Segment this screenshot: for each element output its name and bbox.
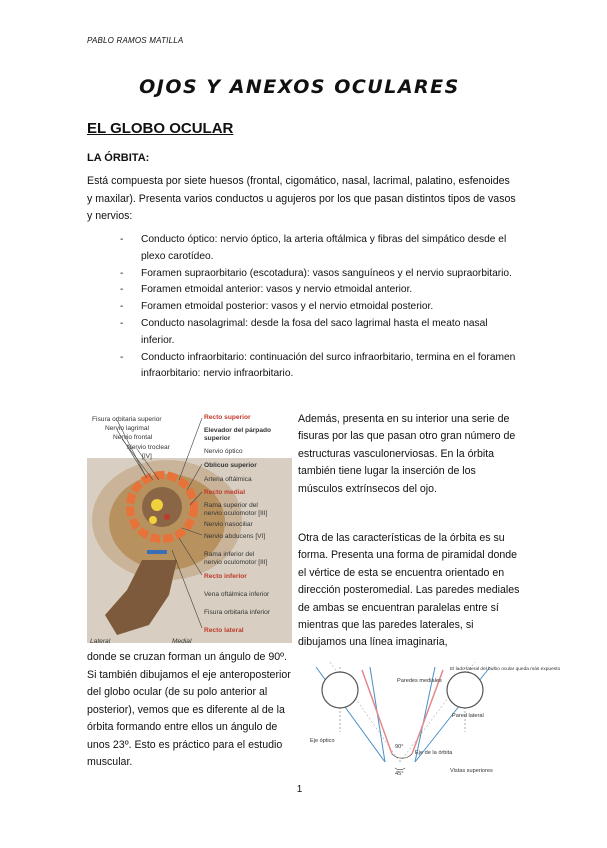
left-paragraph: Si también dibujamos el eje anteroposterior del globo ocular (de su polo anterior al posterior), vemos que es diferente al de la órbita formando entre ellos un ángulo de unos 23º. Esto es práctico para el estudio muscular. — [87, 669, 291, 769]
page-header-author: PABLO RAMOS MATILLA — [87, 36, 184, 45]
label-nervio-lagrimal: Nervio lagrimal — [105, 425, 149, 432]
label-lado-lateral: El lado lateral del bulbo ocular queda más expuesto — [450, 667, 561, 672]
list-item: - Conducto óptico: nervio óptico, la arteria oftálmica y fibras del simpático desde el plexo carotídeo. — [120, 234, 507, 262]
right-paragraph-2: Otra de las características de la órbita es su forma. Presenta una forma de piramidal donde el vértice de esta se encuentra orientado en dirección posteromedial. Las paredes mediales de ambas se encuentran paralelas entre sí mientras que las paredes laterales, si dibujamos una línea imaginaria, — [298, 532, 520, 649]
list-dash: - — [120, 234, 124, 245]
label-nervio-troclear: Nervio troclear — [127, 444, 170, 451]
label-rama-superior-2: nervio oculomotor [III] — [204, 510, 268, 517]
label-vena-oftalmica: Vena oftálmica inferior — [204, 591, 270, 598]
list-dash: - — [120, 317, 124, 329]
list-dash: - — [120, 267, 124, 279]
label-lateral: Lateral — [90, 638, 111, 645]
label-recto-medial: Recto medial — [204, 489, 246, 496]
left-eyeball — [322, 672, 358, 708]
nerve-dot — [149, 516, 157, 524]
label-elevador-superior: superior — [204, 435, 231, 442]
list-item: - Conducto nasolagrimal: desde la fosa del saco lagrimal hasta el meato nasal inferior. — [120, 317, 488, 346]
label-pared-lateral: Pared lateral — [452, 713, 484, 719]
label-vistas-superiores: Vistas superiores — [450, 768, 493, 774]
label-nervio-abducens: Nervio abducens [VI] — [204, 533, 266, 540]
subsection-title: LA ÓRBITA: — [87, 152, 150, 164]
intro-paragraph: Está compuesta por siete huesos (frontal, cigomático, nasal, lacrimal, palatino, esfenoides y maxilar). Presenta varios conductos u agujeros por los que pasan distintos tipos de vasos y nervios: — [87, 175, 516, 222]
list-item: - Foramen etmoidal posterior: vasos y el nervio etmoidal posterior. — [120, 299, 520, 316]
right-paragraph-1: Además, presenta en su interior una serie de fisuras por las que pasan otro gran número de estructuras vasculonerviosas. En la órbita también tiene lugar la inserción de los músculos extrínsecos del ojo. — [298, 413, 516, 495]
section-title: EL GLOBO OCULAR — [87, 120, 234, 137]
list-item: - Foramen etmoidal anterior: vasos y nervio etmoidal anterior. — [120, 282, 520, 299]
label-paredes-mediales: Paredes mediales — [397, 678, 442, 684]
label-medial: Medial — [172, 638, 192, 645]
label-nervio-optico: Nervio óptico — [204, 448, 243, 455]
label-nervio-troclear-num: [IV] — [142, 453, 152, 460]
page-title: OJOS Y ANEXOS OCULARES — [139, 76, 460, 98]
label-fisura-orbitaria-inferior: Fisura orbitaria inferior — [204, 609, 270, 616]
label-eje-optico: Eje óptico — [310, 738, 335, 744]
label-recto-inferior: Recto inferior — [204, 573, 247, 580]
label-arteria-oftalmica: Arteria oftálmica — [204, 476, 252, 483]
foramina-list — [120, 232, 520, 383]
label-recto-lateral: Recto lateral — [204, 627, 244, 634]
label-45: 45° — [395, 771, 404, 777]
label-eje-orbita: Eje de la órbita — [415, 750, 453, 756]
label-90: 90° — [395, 744, 404, 750]
list-item: - Conducto infraorbitario: continuación del surco infraorbitario, termina en el foramen infraorbitario: nervio infraorbitario. — [120, 351, 516, 380]
list-item: - Foramen supraorbitario (escotadura): vasos sanguíneos y el nervio supraorbitario. — [120, 266, 520, 283]
label-rama-inferior-2: nervio oculomotor [III] — [204, 559, 268, 566]
continuation-line: donde se cruzan forman un ángulo de 90º. — [87, 651, 287, 663]
list-dash: - — [120, 284, 124, 296]
label-elevador: Elevador del párpado — [204, 427, 272, 434]
list-dash: - — [120, 301, 124, 313]
label-rama-superior: Rama superior del — [204, 502, 258, 509]
orbit-axes-svg — [300, 662, 561, 780]
orbit-anatomy-svg — [87, 410, 292, 650]
list-dash: - — [120, 351, 124, 363]
label-rama-inferior: Rama inferior del — [204, 551, 255, 558]
page-number: 1 — [296, 784, 303, 795]
label-oblicuo-superior: Oblicuo superior — [204, 462, 257, 469]
orbit-anatomy-figure — [87, 410, 292, 650]
label-recto-superior: Recto superior — [204, 414, 251, 421]
label-nervio-nasociliar: Nervio nasociliar — [204, 521, 253, 528]
optic-nerve — [151, 499, 163, 511]
orbit-axes-figure — [300, 662, 561, 780]
inferior-vein — [147, 550, 167, 554]
label-nervio-frontal: Nervio frontal — [113, 434, 153, 441]
label-fisura-orbitaria-superior: Fisura orbitaria superior — [92, 416, 162, 423]
right-eyeball — [447, 672, 483, 708]
artery-dot — [164, 514, 170, 520]
